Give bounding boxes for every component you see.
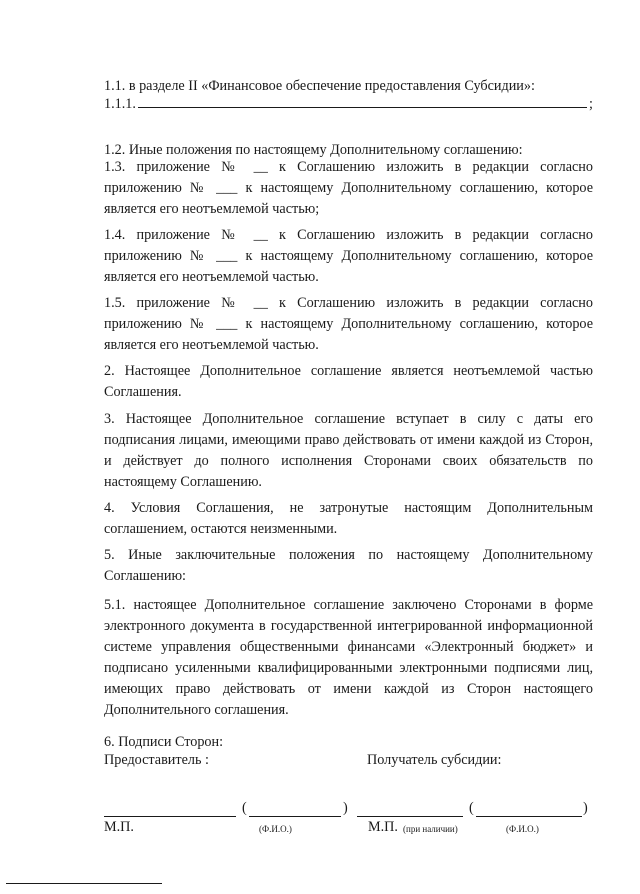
clause-5-1: 5.1. настоящее Дополнительное соглашение заключено Сторонами в форме электронного документа в государственной интегрированной информационной системе управления общественными финансами «Электронный бюджет» и подписано усиленными квалифицированными электронными подписями лиц, имеющих право действовать от имени каждой из Сторон настоящего Дополнительного соглашения.	[104, 597, 593, 718]
footnote-separator	[6, 883, 162, 884]
clause-1-1: 1.1. в разделе II «Финансовое обеспечение предоставления Субсидии»:	[104, 78, 535, 95]
grantor-fio-line	[249, 815, 341, 817]
recipient-fio-caption: (Ф.И.О.)	[506, 824, 539, 834]
grantor-fio-close: )	[343, 800, 348, 816]
clause-1-1-1	[104, 94, 593, 115]
clause-2: 2. Настоящее Дополнительное соглашение является неотъемлемой частью Соглашения.	[104, 363, 593, 400]
grantor-fio-open: (	[242, 800, 247, 816]
clause-6: 6. Подписи Сторон:	[104, 734, 224, 751]
clause-1-5: 1.5. приложение № __ к Соглашению изложить в редакции согласно приложению № ___ к настоящему Дополнительному соглашению, которое является его неотъемлемой частью.	[104, 295, 593, 353]
grantor-fio-caption: (Ф.И.О.)	[259, 824, 292, 834]
clause-5: 5. Иные заключительные положения по настоящему Дополнительному Соглашению:	[104, 547, 593, 584]
clause-4: 4. Условия Соглашения, не затронутые настоящим Дополнительным соглашением, остаются неизменными.	[104, 500, 593, 537]
grantor-seal-label: М.П.	[104, 819, 134, 835]
recipient-fio-open: (	[469, 800, 474, 816]
clause-1-1-1-end: ;	[589, 96, 593, 112]
recipient-fio-line	[476, 815, 582, 817]
recipient-fio-close: )	[583, 800, 588, 816]
clause-1-2: 1.2. Иные положения по настоящему Дополнительному соглашению:	[104, 142, 523, 159]
recipient-seal-label: М.П.	[368, 819, 398, 835]
clause-3: 3. Настоящее Дополнительное соглашение вступает в силу с даты его подписания лицами, имеющими право действовать от имени каждой из Сторон, и действует до полного исполнения Сторонами своих обязательств по настоящему Соглашению.	[104, 411, 593, 490]
clause-1-4: 1.4. приложение № __ к Соглашению изложить в редакции согласно приложению № ___ к настоящему Дополнительному соглашению, которое является его неотъемлемой частью.	[104, 227, 593, 285]
recipient-seal-note: (при наличии)	[403, 824, 458, 834]
grantor-title: Предоставитель :	[104, 752, 209, 768]
fill-in-line	[138, 106, 587, 108]
clause-1-1-1-label: 1.1.1.	[104, 96, 136, 112]
recipient-title: Получатель субсидии:	[367, 752, 502, 768]
clause-1-3: 1.3. приложение № __ к Соглашению изложить в редакции согласно приложению № ___ к настоящему Дополнительному соглашению, которое является его неотъемлемой частью;	[104, 159, 593, 217]
